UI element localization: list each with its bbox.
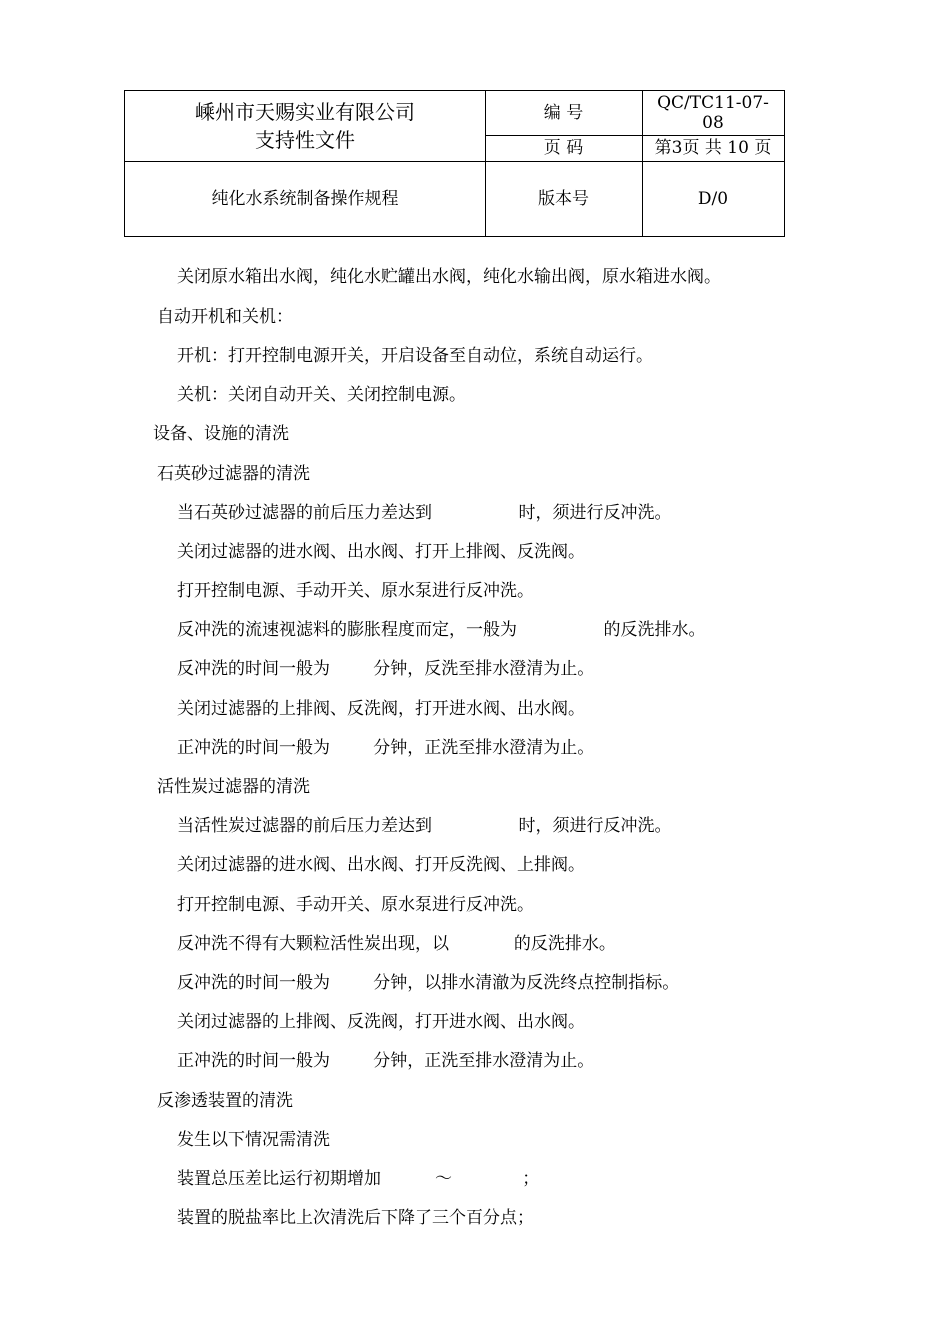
paragraph-line: 装置的脱盐率比上次清洗后下降了三个百分点； (177, 1208, 534, 1228)
paragraph-line: 反冲洗的时间一般为 分钟，以排水清澈为反洗终点控制指标。 (177, 973, 680, 993)
page-label: 页 码 (543, 138, 584, 158)
version-label: 版本号 (538, 188, 589, 209)
company-name: 嵊州市天赐实业有限公司 (195, 100, 415, 124)
paragraph-line: 关闭过滤器的进水阀、出水阀、打开上排阀、反洗阀。 (177, 542, 585, 562)
paragraph-line: 开机：打开控制电源开关，开启设备至自动位，系统自动运行。 (177, 346, 653, 366)
paragraph-line: 装置总压差比运行初期增加 ～ ； (177, 1169, 540, 1189)
document-title: 纯化水系统制备操作规程 (211, 188, 399, 209)
paragraph-line: 正冲洗的时间一般为 分钟，正洗至排水澄清为止。 (177, 738, 595, 758)
paragraph-line: 关闭过滤器的上排阀、反洗阀，打开进水阀、出水阀。 (177, 1012, 585, 1032)
paragraph-line: 正冲洗的时间一般为 分钟，正洗至排水澄清为止。 (177, 1051, 595, 1071)
section-heading: 设备、设施的清洗 (153, 424, 289, 444)
company-block (125, 91, 485, 161)
section-heading: 自动开机和关机： (157, 307, 293, 327)
page-value: 第3页 共 10 页 (654, 138, 772, 158)
paragraph-line: 打开控制电源、手动开关、原水泵进行反冲洗。 (177, 581, 534, 601)
code-value: QC/TC11-07-08 (657, 93, 769, 133)
paragraph-line: 反冲洗不得有大颗粒活性炭出现，以 的反洗排水。 (177, 934, 616, 954)
paragraph-line: 关闭过滤器的上排阀、反洗阀，打开进水阀、出水阀。 (177, 699, 585, 719)
paragraph-line: 关闭原水箱出水阀，纯化水贮罐出水阀，纯化水输出阀，原水箱进水阀。 (177, 267, 721, 287)
document-header-table (124, 90, 785, 237)
paragraph-line: 反冲洗的时间一般为 分钟，反洗至排水澄清为止。 (177, 659, 595, 679)
version-value: D/0 (697, 188, 729, 209)
paragraph-line: 反冲洗的流速视滤料的膨胀程度而定，一般为 的反洗排水。 (177, 620, 706, 640)
paragraph-line: 当活性炭过滤器的前后压力差达到 时，须进行反冲洗。 (177, 816, 672, 836)
section-heading: 反渗透装置的清洗 (157, 1091, 293, 1111)
document-type: 支持性文件 (255, 128, 355, 152)
paragraph-line: 发生以下情况需清洗 (177, 1130, 330, 1150)
section-heading: 活性炭过滤器的清洗 (157, 777, 310, 797)
paragraph-line: 当石英砂过滤器的前后压力差达到 时，须进行反冲洗。 (177, 503, 672, 523)
paragraph-line: 打开控制电源、手动开关、原水泵进行反冲洗。 (177, 895, 534, 915)
section-heading: 石英砂过滤器的清洗 (157, 464, 310, 484)
paragraph-line: 关机：关闭自动开关、关闭控制电源。 (177, 385, 466, 405)
paragraph-line: 关闭过滤器的进水阀、出水阀、打开反洗阀、上排阀。 (177, 855, 585, 875)
code-label: 编 号 (543, 103, 584, 123)
